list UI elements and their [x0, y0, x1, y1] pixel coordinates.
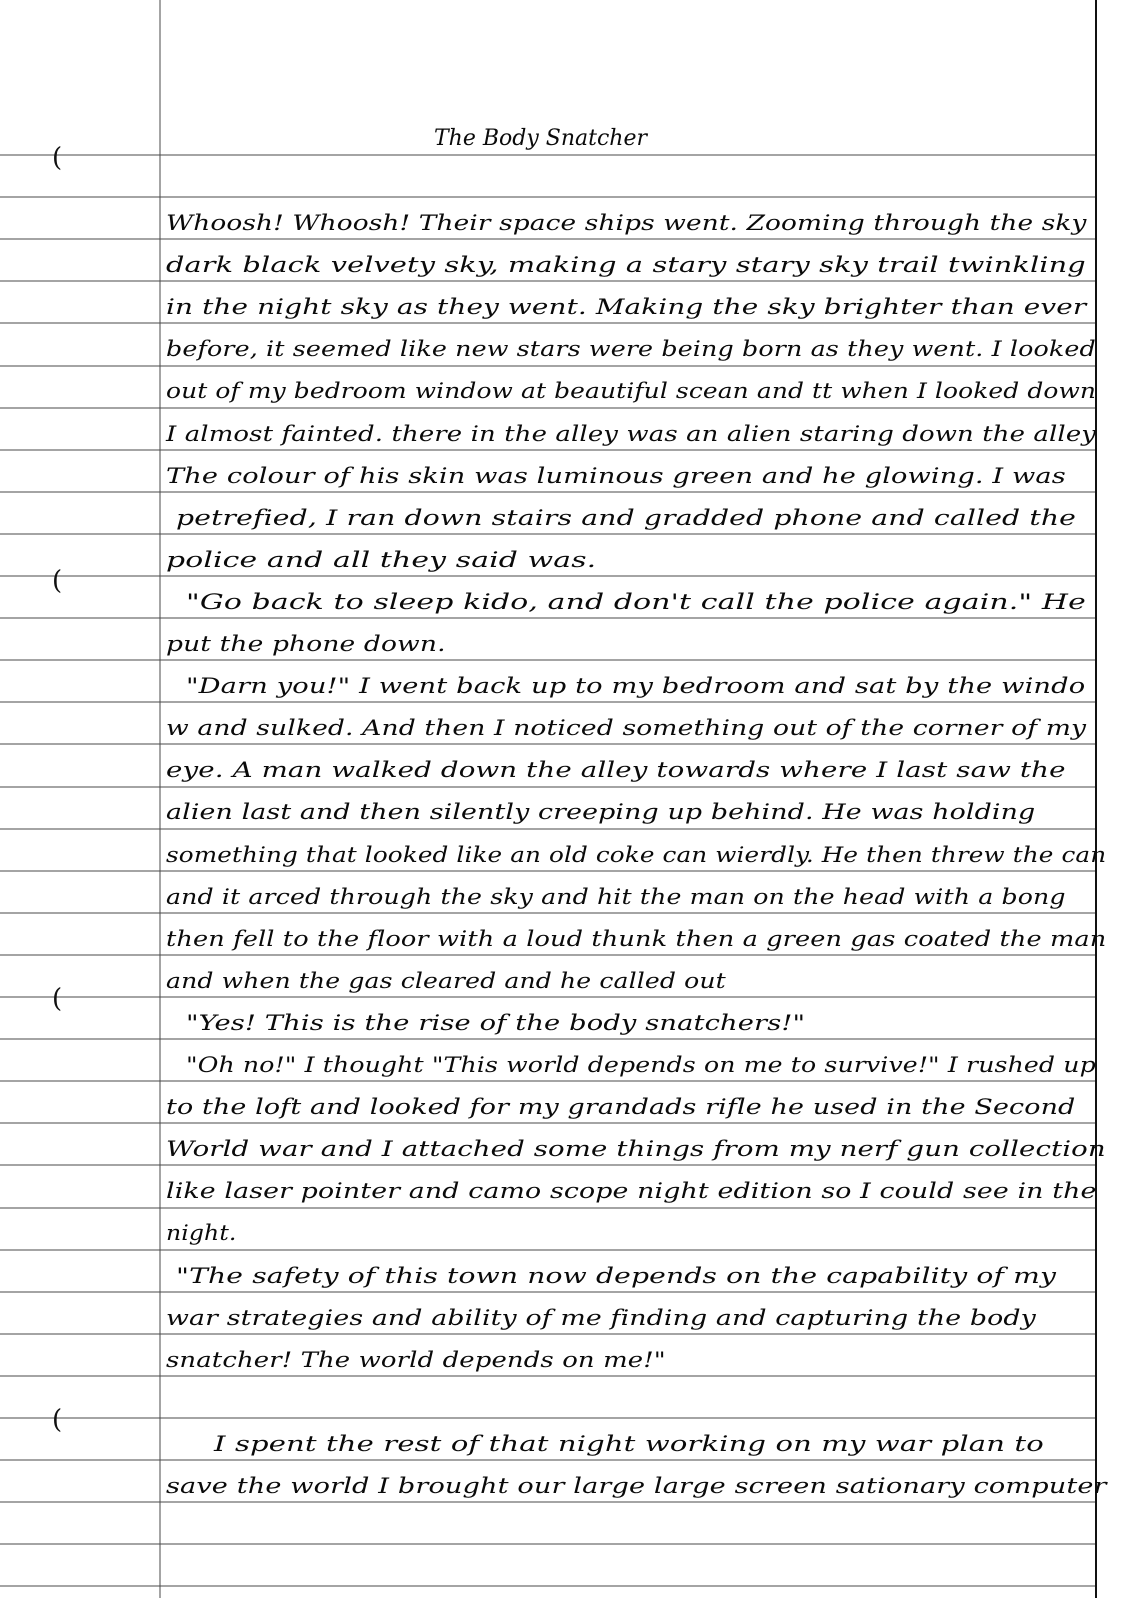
text-line: eye. A man walked down the alley towards where I last saw the	[166, 758, 1066, 783]
punch-hole-mark: (	[52, 984, 63, 1014]
text-line: save the world I brought our large large screen sationary computer	[166, 1474, 1107, 1499]
text-line: before, it seemed like new stars were being born as they went. I looked	[166, 337, 1096, 362]
text-line: "Oh no!" I thought "This world depends on me to survive!" I rushed up	[186, 1053, 1096, 1078]
text-line: and it arced through the sky and hit the man on the head with a bong	[166, 885, 1066, 910]
text-line: "Darn you!" I went back up to my bedroom and sat by the windo	[186, 674, 1086, 699]
text-line: petrefied, I ran down stairs and gradded phone and called the	[176, 506, 1077, 531]
text-line: police and all they said was.	[166, 548, 597, 573]
text-line: war strategies and ability of me finding and capturing the body	[166, 1306, 1036, 1331]
text-line: in the night sky as they went. Making the sky brighter than ever	[166, 295, 1087, 320]
text-line: something that looked like an old coke can wierdly. He then threw the can	[166, 843, 1107, 868]
text-line: I spent the rest of that night working on my war plan to	[214, 1432, 1044, 1457]
text-line: Whoosh! Whoosh! Their space ships went. Zooming through the sky	[166, 211, 1087, 236]
text-line: like laser pointer and camo scope night edition so I could see in the	[166, 1179, 1097, 1204]
punch-hole-mark: (	[52, 566, 63, 596]
text-line: and when the gas cleared and he called out	[166, 969, 726, 994]
text-line: w and sulked. And then I noticed something out of the corner of my	[166, 716, 1087, 741]
text-line: alien last and then silently creeping up behind. He was holding	[166, 800, 1036, 825]
text-line: "The safety of this town now depends on the capability of my	[176, 1264, 1057, 1289]
text-line: "Yes! This is the rise of the body snatchers!"	[186, 1011, 806, 1036]
text-line: World war and I attached some things from my nerf gun collection	[166, 1137, 1106, 1162]
text-line: The colour of his skin was luminous green and he glowing. I was	[166, 464, 1066, 489]
punch-hole-mark: (	[52, 143, 63, 173]
punch-hole-mark: (	[52, 1405, 63, 1435]
text-line: to the loft and looked for my grandads rifle he used in the Second	[166, 1095, 1076, 1120]
text-line: I almost fainted. there in the alley was an alien staring down the alley	[166, 422, 1097, 447]
text-line: then fell to the floor with a loud thunk then a green gas coated the man	[166, 927, 1107, 952]
text-line: out of my bedroom window at beautiful scean and tt when I looked down	[166, 379, 1097, 404]
text-line: put the phone down.	[166, 632, 446, 657]
text-line: "Go back to sleep kido, and don't call the police again." He	[186, 590, 1086, 615]
page-title: The Body Snatcher	[434, 126, 647, 151]
text-line: snatcher! The world depends on me!"	[166, 1348, 666, 1373]
text-line: dark black velvety sky, making a stary stary sky trail twinkling	[166, 253, 1086, 278]
text-line: night.	[166, 1221, 237, 1246]
